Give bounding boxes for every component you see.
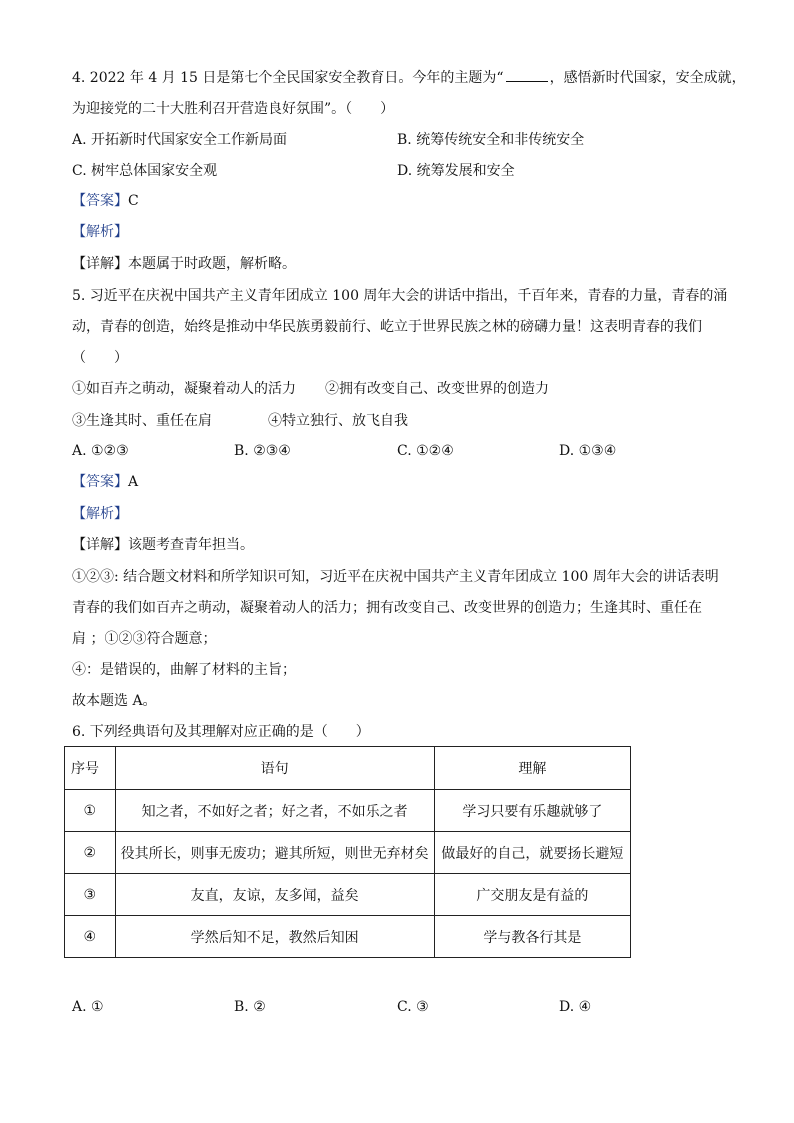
row-quote: 友直，友谅，友多闻，益矣 bbox=[115, 874, 434, 916]
row-understanding: 学与教各行其是 bbox=[434, 916, 630, 958]
q5-explanation-line3: 肩 ；①②③符合题意； bbox=[72, 631, 217, 647]
q5-option-a: A. ①②③ bbox=[72, 443, 129, 459]
q5-statement-3: ③生逢其时、重任在肩 bbox=[72, 413, 212, 429]
q4-option-d: D. 统筹发展和安全 bbox=[397, 163, 515, 179]
q5-stem-line3: （ ） bbox=[72, 350, 128, 366]
quotes-table bbox=[64, 746, 631, 958]
answer-tag: 【答案】 bbox=[72, 193, 128, 209]
answer-value: C bbox=[128, 193, 139, 209]
q5-explanation-line1: ①②③: 结合题文材料和所学知识可知，习近平在庆祝中国共产主义青年团成立 100 周年大会的讲话表明 bbox=[72, 569, 719, 585]
row-quote: 学然后知不足，教然后知困 bbox=[115, 916, 434, 958]
q4-option-b: B. 统筹传统安全和非传统安全 bbox=[397, 132, 585, 148]
q4-detail bbox=[72, 254, 296, 274]
row-index: ② bbox=[65, 832, 116, 874]
q4-option-c: C. 树牢总体国家安全观 bbox=[72, 163, 218, 179]
row-understanding: 广交朋友是有益的 bbox=[434, 874, 630, 916]
row-understanding: 做最好的自己，就要扬长避短 bbox=[434, 832, 630, 874]
q5-option-b: B. ②③④ bbox=[234, 443, 291, 459]
table-header-row bbox=[65, 747, 631, 790]
q5-statement-4: ④特立独行、放飞自我 bbox=[268, 413, 408, 429]
q6-option-b: B. ② bbox=[234, 999, 266, 1015]
q5-option-c: C. ①②④ bbox=[397, 443, 454, 459]
q5-explanation-line2: 青春的我们如百卉之萌动，凝聚着动人的活力；拥有改变自己、改变世界的创造力；生逢其时、重任在 bbox=[72, 600, 702, 616]
header-index: 序号 bbox=[65, 747, 116, 790]
detail-tag: 【详解】 bbox=[72, 256, 128, 272]
q5-explanation-line5: 故本题选 A。 bbox=[72, 693, 157, 709]
answer-tag: 【答案】 bbox=[72, 474, 128, 490]
row-quote: 役其所长，则事无废功；避其所短，则世无弃材矣 bbox=[115, 832, 434, 874]
q5-answer bbox=[72, 472, 138, 492]
q5-option-d: D. ①③④ bbox=[559, 443, 617, 459]
q4-analysis bbox=[72, 222, 128, 242]
q5-stem-line1: 5. 习近平在庆祝中国共产主义青年团成立 100 周年大会的讲话中指出，千百年来，青春的力量，青春的涌 bbox=[72, 288, 728, 304]
row-quote: 知之者，不如好之者；好之者，不如乐之者 bbox=[115, 790, 434, 832]
q6-stem: 6. 下列经典语句及其理解对应正确的是（ ） bbox=[72, 724, 370, 740]
q4-answer bbox=[72, 191, 139, 211]
analysis-tag: 【解析】 bbox=[72, 224, 128, 240]
q6-option-c: C. ③ bbox=[397, 999, 429, 1015]
q4-stem-line1: 4. 2022 年 4 月 15 日是第七个全民国家安全教育日。今年的主题为“ ，感悟新时代国家，安全成就， bbox=[72, 70, 746, 86]
row-index: ① bbox=[65, 790, 116, 832]
q5-statement-1: ①如百卉之萌动，凝聚着动人的活力 bbox=[72, 381, 296, 397]
row-understanding: 学习只要有乐趣就够了 bbox=[434, 790, 630, 832]
detail-text: 本题属于时政题，解析略。 bbox=[128, 256, 296, 272]
row-index: ④ bbox=[65, 916, 116, 958]
q5-stem-line2: 动，青春的创造，始终是推动中华民族勇毅前行、屹立于世界民族之林的磅礴力量！这表明青春的我们 bbox=[72, 319, 702, 335]
detail-text: 该题考查青年担当。 bbox=[128, 537, 254, 553]
q6-option-a: A. ① bbox=[72, 999, 104, 1015]
table-row bbox=[65, 916, 631, 958]
answer-value: A bbox=[128, 474, 139, 490]
q5-statement-2: ②拥有改变自己、改变世界的创造力 bbox=[325, 381, 549, 397]
analysis-tag: 【解析】 bbox=[72, 506, 128, 522]
answer-blank bbox=[506, 68, 548, 82]
q6-option-d: D. ④ bbox=[559, 999, 592, 1015]
q5-detail bbox=[72, 535, 254, 555]
q5-explanation-line4: ④：是错误的，曲解了材料的主旨； bbox=[72, 662, 296, 678]
row-index: ③ bbox=[65, 874, 116, 916]
table-row bbox=[65, 874, 631, 916]
q4-option-a: A. 开拓新时代国家安全工作新局面 bbox=[72, 132, 288, 148]
detail-tag: 【详解】 bbox=[72, 537, 128, 553]
q4-stem-line2: 为迎接党的二十大胜利召开营造良好氛围”。（ ） bbox=[72, 101, 395, 117]
table-row bbox=[65, 832, 631, 874]
header-understanding: 理解 bbox=[434, 747, 630, 790]
table-row bbox=[65, 790, 631, 832]
header-quote: 语句 bbox=[115, 747, 434, 790]
q5-analysis bbox=[72, 504, 128, 524]
